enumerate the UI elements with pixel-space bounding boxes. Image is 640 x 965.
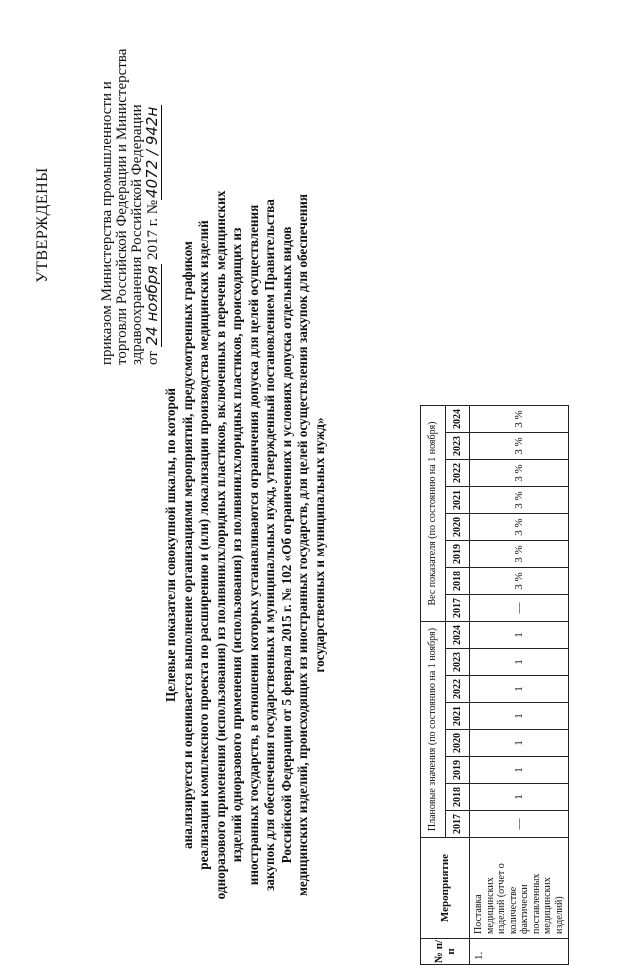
date-middle: 2017 г. № [145, 199, 161, 260]
weight-value: 3 % [470, 406, 569, 433]
weight-year-header: 2022 [445, 460, 470, 487]
row-number: 1. [470, 939, 569, 965]
plan-value: 1 [470, 730, 569, 757]
col-event-header: Мероприятие [421, 838, 470, 939]
plan-value: 1 [470, 622, 569, 649]
weight-year-header: 2017 [445, 595, 470, 622]
plan-year-header: 2024 [445, 622, 470, 649]
col-num-header: № п/п [421, 939, 470, 965]
plan-year-header: 2023 [445, 649, 470, 676]
plan-value: 1 [470, 757, 569, 784]
weight-year-header: 2023 [445, 433, 470, 460]
weight-year-header: 2018 [445, 568, 470, 595]
title-line-3: реализации комплексного проекта по расширению и (или) локализации производства медицинских изделий [196, 220, 211, 870]
rotated-page [34, 48, 595, 965]
plan-value: 1 [470, 703, 569, 730]
table-row [470, 406, 569, 965]
approval-header [34, 48, 161, 365]
order-line-2: торговли Российской Федерации и Министерства [114, 48, 130, 365]
title-line-10: государственных и муниципальных нужд» [311, 417, 327, 673]
order-line-3: здравоохранения Российской Федерации [129, 104, 145, 365]
weight-value: 3 % [470, 541, 569, 568]
weight-value: 3 % [470, 514, 569, 541]
date-prefix: от [145, 351, 161, 365]
weight-year-header: 2021 [445, 487, 470, 514]
plan-year-header: 2020 [445, 730, 470, 757]
weight-value: 3 % [470, 487, 569, 514]
plan-year-header: 2019 [445, 757, 470, 784]
weight-year-header: 2024 [445, 406, 470, 433]
plan-value: 1 [470, 784, 569, 811]
handwritten-number: 4072 / 942н [143, 106, 161, 198]
plan-group-header: Плановые значения (по состоянию на 1 ноября) [421, 622, 446, 838]
plan-year-header: 2021 [445, 703, 470, 730]
weight-value: 3 % [470, 460, 569, 487]
weight-year-header: 2019 [445, 541, 470, 568]
row-event: Поставка медицинских изделий (отчет о количестве фактически поставленных медицинских изделий) [470, 838, 569, 939]
handwritten-date: 24 ноября [143, 265, 161, 346]
title-line-7: закупок для обеспечения государственных и муниципальных нужд, утвержденный постановлением Правительства [262, 199, 277, 891]
order-line-1: приказом Министерства промышленности и [99, 81, 115, 365]
weight-value: — [470, 595, 569, 622]
indicators-table [420, 405, 569, 965]
order-date-line [143, 106, 161, 365]
weight-group-header: Вес показателя (по состоянию на 1 ноября) [421, 406, 446, 622]
title-line-2: анализируется и оценивается выполнение организациями мероприятий, предусмотренных графиком [179, 241, 195, 849]
plan-year-header: 2018 [445, 784, 470, 811]
approved-heading: УТВЕРЖДЕНЫ [34, 167, 51, 283]
order-reference [99, 48, 161, 365]
plan-year-header: 2017 [445, 811, 470, 838]
title-line-8: Российской Федерации от 5 февраля 2015 г. № 102 «Об ограничениях и условиях допуска отдельных видов [278, 226, 294, 864]
title-line-4: одноразового применения (использования) из поливинилхлоридных пластиков, включенных в перечень медицинских [212, 190, 228, 900]
plan-value: 1 [470, 649, 569, 676]
weight-year-header: 2020 [445, 514, 470, 541]
title-line-1: Целевые показатели совокупной шкалы, по которой [163, 388, 178, 703]
title-line-5: изделий одноразового применения (использования) из поливинилхлоридных пластиков, происходящих из [229, 227, 244, 863]
title-line-9: медицинских изделий, происходящих из иностранных государств, для целей осуществления закупок для обеспечения [295, 193, 310, 897]
plan-value: 1 [470, 676, 569, 703]
weight-value: 3 % [470, 568, 569, 595]
weight-value: 3 % [470, 433, 569, 460]
document-title [163, 180, 328, 910]
title-line-6: иностранных государств, в отношении которых устанавливаются ограничения допуска для целей осуществления [245, 204, 261, 886]
plan-year-header: 2022 [445, 676, 470, 703]
plan-value: — [470, 811, 569, 838]
